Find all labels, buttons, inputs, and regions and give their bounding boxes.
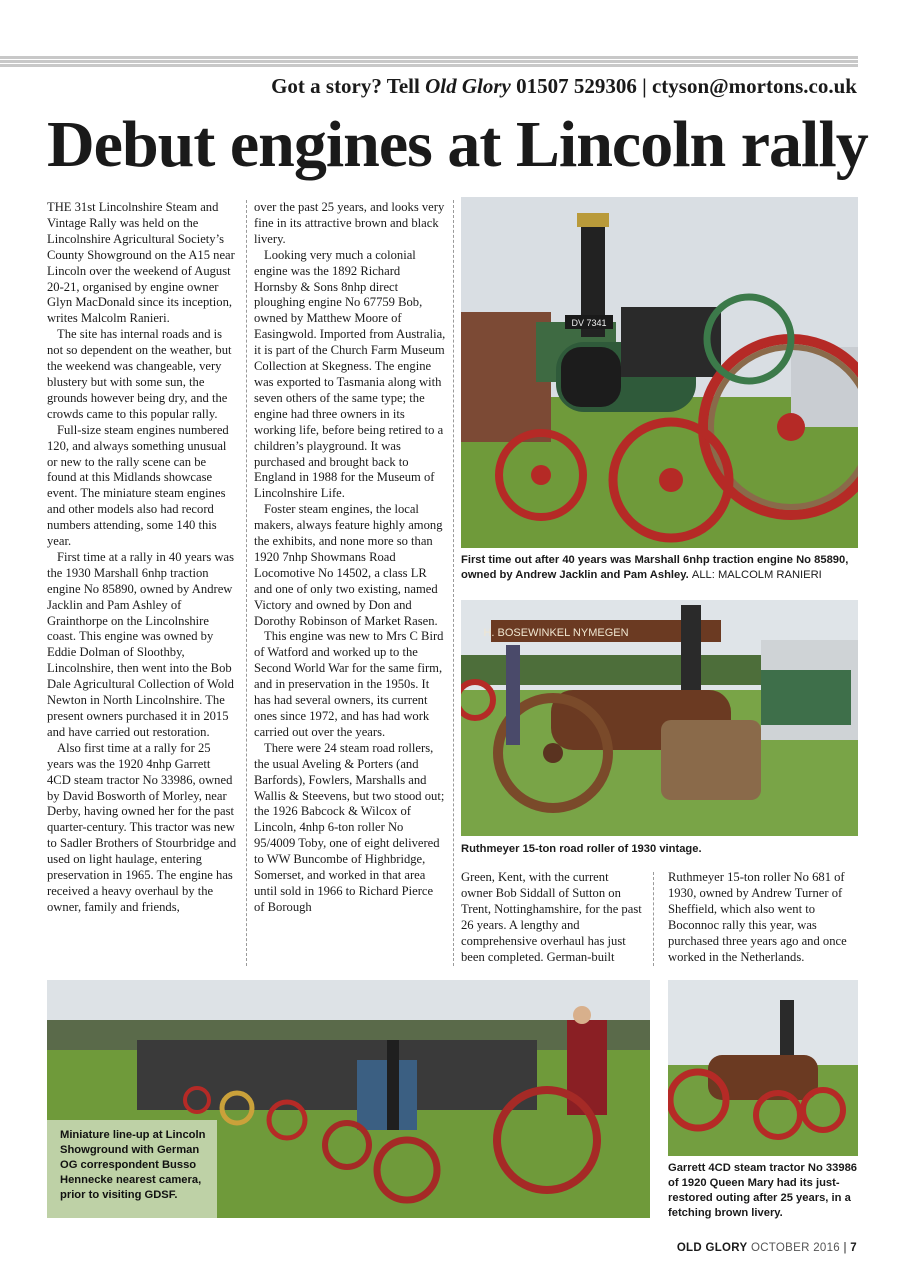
article-paragraph: Looking very much a colonial engine was the 1892 Richard Hornsby & Sons 8nhp direct ploughing engine No 67759 Bob, owned by Matthew Moore of Easingwold. Imported from Australia, it is part of the Church Farm Museum Collection at Skegness. The engine was exported to Tasmania along with seven others of the same type; the engine had three owners in its working life, before being retired to a children’s playground. It was purchased and brought back to England in 1988 for the Museum of Lincolnshire Life. <box>254 247 446 501</box>
canopy-sign: H. BOSEWINKEL NYMEGEN <box>483 627 629 639</box>
article-column-3 <box>461 870 643 970</box>
marshall-traction-engine-photo <box>461 197 858 548</box>
contact-magazine: Old Glory <box>425 74 511 98</box>
article-paragraph: The site has internal roads and is not so dependent on the weather, but the weekend was changeable, very blustery but with some sun, the grounds however being dry, and the crowds came to this popular rally. <box>47 327 232 421</box>
contact-details: 01507 529306 | ctyson@mortons.co.uk <box>510 74 857 98</box>
footer-issue: OCTOBER 2016 <box>750 1242 840 1254</box>
article-paragraph: This engine was new to Mrs C Bird of Watford and worked up to the Second World War for the same firm, and in preservation in the 1950s. It has had several owners, its current ones since 1972, and has had work carried out over the years. <box>254 629 444 739</box>
column-divider <box>246 200 247 966</box>
article-paragraph: over the past 25 years, and looks very fine in its attractive brown and black livery. <box>254 200 445 246</box>
article-paragraph: There were 24 steam road rollers, the usual Aveling & Porters (and Barfords), Fowlers, Marshalls and Wallis & Steevens, but two stood out; the 1926 Babcock & Wilcox of Lincoln, 4nhp 6-ton roller No 95/4009 Toby, one of eight delivered to WW Buncombe of Highbridge, Somerset, and worked in that area until sold in 1966 to Richard Pierce of Borough <box>254 740 445 914</box>
page-footer <box>677 1242 857 1254</box>
marshall-caption-text: First time out after 40 years was Marshall 6nhp traction engine No 85890, owned by Andrew Jacklin and Pam Ashley. <box>461 554 849 581</box>
footer-separator: | <box>843 1242 847 1254</box>
contact-line <box>271 74 857 99</box>
article-paragraph: THE 31st Lincolnshire Steam and Vintage Rally was held on the Lincolnshire Agricultural Society’s County Showground on the A15 near Lincoln over the weekend of August 20-21, organised by engine owner Glyn MacDonald since its inception, writes Malcolm Ranieri. <box>47 200 235 326</box>
page-title: Debut engines at Lincoln rally <box>47 108 868 181</box>
marshall-caption <box>461 553 858 583</box>
garrett-tractor-photo <box>668 980 858 1156</box>
article-paragraph: Also first time at a rally for 25 years was the 1920 4nhp Garrett 4CD steam tractor No 33986, owned by David Bosworth of Morley, near Derby, having owned her for the past quarter-century. This tractor was new to Sadler Brothers of Stourbridge and used on light haulage, entering preservation in 1965. The engine has received a heavy overhaul by the owner, family and friends, <box>47 740 237 914</box>
page-number: 7 <box>850 1242 857 1254</box>
roller-caption: Ruthmeyer 15-ton road roller of 1930 vintage. <box>461 843 702 855</box>
article-column-2 <box>254 200 446 970</box>
road-roller-photo <box>461 600 858 836</box>
article-column-1 <box>47 200 237 970</box>
article-paragraph: Foster steam engines, the local makers, always feature highly among the exhibits, and none more so than 1920 7nhp Showmans Road Locomotive No 14502, a class LR and one of only two existing, named Victory and owned by Don and Dorothy Robinson of Market Rasen. <box>254 502 443 628</box>
article-paragraph: Full-size steam engines numbered 120, and always something unusual or new to the rally scene can be found at this Midlands showcase event. The miniature steam engines and other models also had record numbers attending, some 140 this year. <box>47 422 229 549</box>
registration-plate: DV 7341 <box>571 318 607 328</box>
footer-magazine: OLD GLORY <box>676 1242 748 1254</box>
article-column-4 <box>668 870 856 970</box>
column-divider <box>453 200 454 966</box>
article-paragraph: Green, Kent, with the current owner Bob Siddall of Sutton on Trent, Nottinghamshire, for the past 26 years. A lengthy and comprehensive overhaul has just been completed. German-built <box>461 870 642 964</box>
garrett-caption: Garrett 4CD steam tractor No 33986 of 1920 Queen Mary had its just-restored outing after 25 years, in a fetching brown livery. <box>668 1162 858 1219</box>
column-divider <box>653 872 654 966</box>
article-paragraph: First time at a rally in 40 years was the 1930 Marshall 6nhp traction engine No 85890, owned by Andrew Jacklin and Pam Ashley of Grainthorpe on the Lincolnshire coast. This engine was owned by Eddie Dolman of Sloothby, Lincolnshire, then went into the Bob Dale Agricultural Collection of Wold Newton in North Lincolnshire. The present owners purchased it in 2015 and have carried out restoration. <box>47 549 234 739</box>
article-paragraph: Ruthmeyer 15-ton roller No 681 of 1930, owned by Andrew Turner of Sheffield, which also went to Boconnoc rally this year, was purchased three years ago and once worked in the Netherlands. <box>668 870 847 964</box>
lineup-caption: Miniature line-up at Lincoln Showground with German OG correspondent Busso Hennecke nearest camera, prior to visiting GDSF. <box>60 1129 206 1201</box>
contact-prefix: Got a story? Tell <box>271 74 426 98</box>
header-rule <box>0 56 858 68</box>
photo-credit: ALL: MALCOLM RANIERI <box>691 569 822 581</box>
